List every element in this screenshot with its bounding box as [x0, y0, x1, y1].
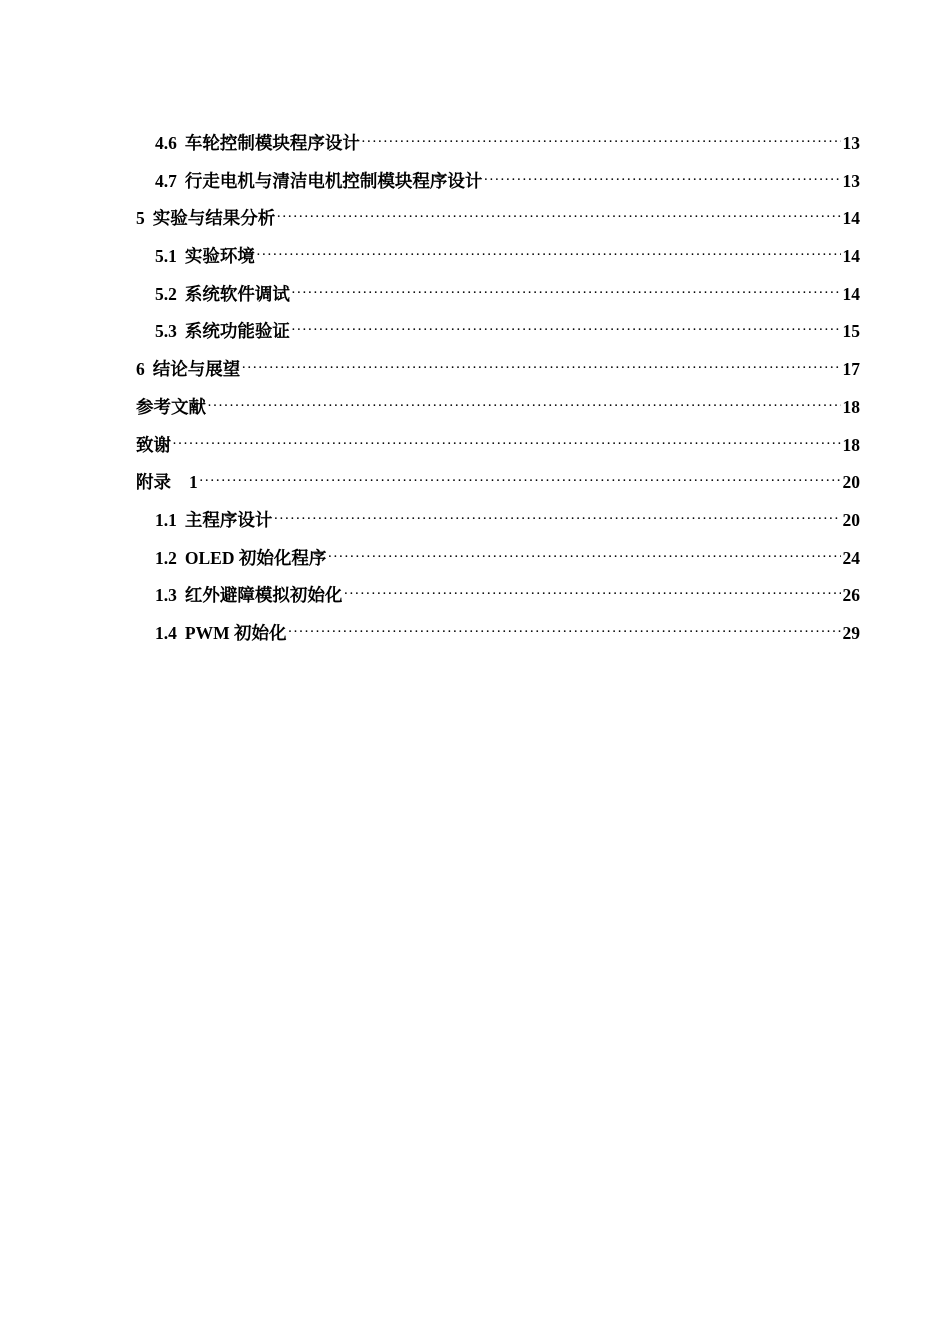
toc-entry-4-7[interactable] — [136, 168, 860, 206]
toc-entry-4-6[interactable] — [136, 130, 860, 168]
dot-leader — [256, 247, 841, 264]
toc-entry-page: 13 — [842, 133, 860, 153]
toc-entry-title: 1.4 PWM 初始化 — [155, 622, 287, 643]
toc-entry-title: 致谢 — [136, 434, 171, 455]
toc-entry-appendix-1[interactable] — [136, 469, 860, 507]
toc-entry-title: 5.2 系统软件调试 — [155, 283, 290, 304]
dot-leader — [291, 285, 841, 302]
toc-entry-page: 26 — [842, 585, 860, 606]
toc-entry-title: 1.3 红外避障模拟初始化 — [155, 585, 343, 606]
toc-entry-page: 20 — [842, 509, 860, 530]
dot-leader — [361, 134, 841, 151]
dot-leader — [207, 398, 841, 415]
toc-entry-title: 1.1 主程序设计 — [155, 509, 273, 530]
dot-leader — [172, 436, 841, 453]
dot-leader — [273, 511, 840, 528]
dot-leader — [327, 549, 840, 566]
toc-entry-references[interactable] — [136, 394, 860, 432]
toc-entry-5-1[interactable] — [136, 243, 860, 281]
toc-entry-page: 14 — [842, 246, 860, 267]
toc-entry-5[interactable] — [136, 205, 860, 243]
dot-leader — [199, 473, 841, 490]
toc-entry-page: 14 — [842, 208, 860, 229]
toc-entry-title: 5 实验与结果分析 — [136, 208, 276, 229]
toc-entry-1-3[interactable] — [136, 582, 860, 620]
toc-entry-title: 6 结论与展望 — [136, 359, 241, 380]
toc-entry-page: 29 — [842, 622, 860, 643]
toc-entry-page: 18 — [842, 434, 860, 455]
dot-leader — [287, 624, 840, 641]
toc-entry-1-1[interactable] — [136, 507, 860, 545]
toc-entry-title: 4.7 行走电机与清洁电机控制模块程序设计 — [155, 170, 483, 191]
toc-entry-acknowledgements[interactable] — [136, 432, 860, 470]
toc-entry-1-2[interactable] — [136, 545, 860, 583]
table-of-contents — [136, 130, 860, 658]
toc-entry-page: 13 — [842, 170, 860, 191]
toc-entry-title: 4.6 车轮控制模块程序设计 — [155, 133, 360, 153]
toc-entry-title: 附录 1 — [136, 472, 198, 493]
toc-entry-title: 1.2 OLED 初始化程序 — [155, 547, 327, 568]
dot-leader — [241, 360, 840, 377]
toc-entry-page: 14 — [842, 283, 860, 304]
toc-entry-page: 18 — [842, 396, 860, 417]
toc-entry-page: 24 — [842, 547, 860, 568]
dot-leader — [343, 586, 840, 603]
dot-leader — [276, 209, 840, 226]
toc-entry-5-3[interactable] — [136, 318, 860, 356]
toc-entry-title: 参考文献 — [136, 396, 206, 417]
toc-entry-5-2[interactable] — [136, 281, 860, 319]
toc-entry-1-4[interactable] — [136, 620, 860, 658]
toc-entry-page: 15 — [842, 321, 860, 342]
dot-leader — [291, 322, 841, 339]
toc-entry-page: 20 — [842, 472, 860, 493]
toc-entry-title: 5.3 系统功能验证 — [155, 321, 290, 342]
toc-entry-6[interactable] — [136, 356, 860, 394]
dot-leader — [483, 172, 840, 189]
toc-entry-title: 5.1 实验环境 — [155, 246, 255, 267]
toc-entry-page: 17 — [842, 359, 860, 380]
